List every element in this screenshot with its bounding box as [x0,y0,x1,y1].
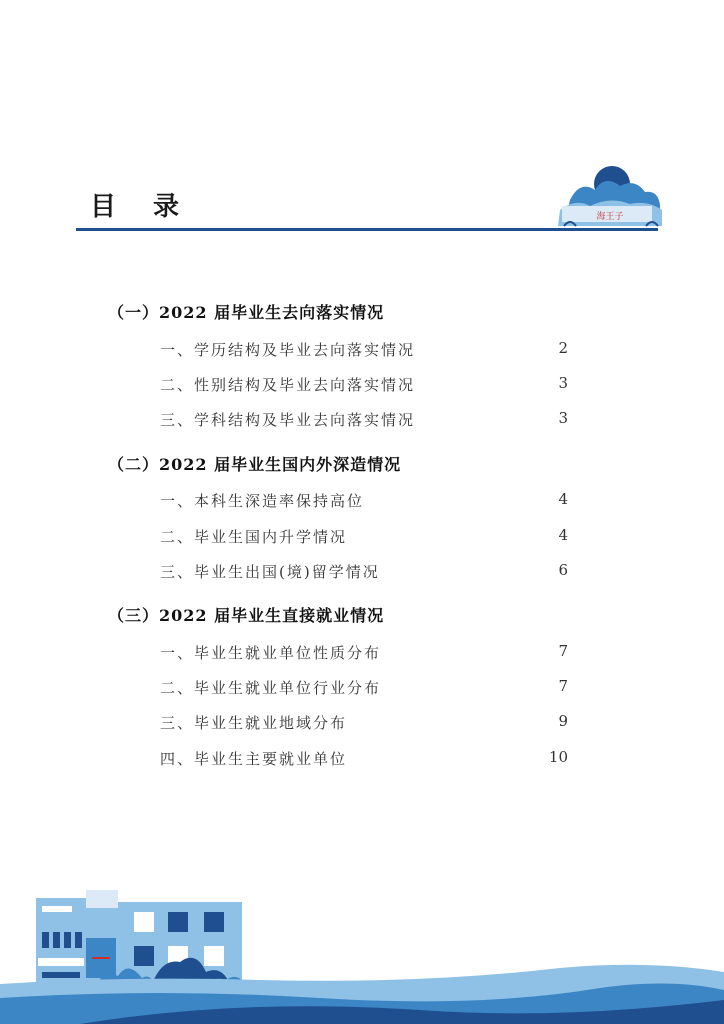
toc-entry[interactable] [160,677,570,699]
section-heading-1: （一）2022 届毕业生去向落实情况 [108,303,385,322]
stamp-text: 海王子 [596,212,624,222]
toc-entry-page: 10 [548,748,568,766]
toc-entry[interactable] [160,748,570,770]
toc-entry-label: 二、毕业生就业单位行业分布 [160,679,382,697]
toc-entry-label: 一、毕业生就业单位性质分布 [160,644,382,662]
toc-entry-label: 二、毕业生国内升学情况 [160,528,348,546]
toc-entry-label: 四、毕业生主要就业单位 [160,750,348,768]
toc-entry[interactable] [160,526,570,548]
toc-entry-page: 4 [558,526,568,544]
toc-entry-page: 7 [558,642,568,660]
toc-entry-label: 一、学历结构及毕业去向落实情况 [160,341,416,359]
toc-entry[interactable] [160,642,570,664]
toc-entry[interactable] [160,490,570,512]
toc-entry-label: 三、学科结构及毕业去向落实情况 [160,411,416,429]
toc-entry[interactable] [160,561,570,583]
campus-illustration-icon [550,160,665,230]
toc-entry[interactable] [160,374,570,396]
toc-entry-page: 2 [558,339,568,357]
toc-entry-page: 6 [558,561,568,579]
title-divider [76,228,658,231]
toc-entry-label: 二、性别结构及毕业去向落实情况 [160,376,416,394]
page-title: 目 录 [90,192,194,222]
section-heading-2: （二）2022 届毕业生国内外深造情况 [108,455,402,474]
toc-entry-label: 三、毕业生出国(境)留学情况 [160,563,380,581]
footer-campus-wave-illustration-icon [0,880,724,1024]
section-heading-3: （三）2022 届毕业生直接就业情况 [108,606,385,625]
toc-entry-page: 3 [558,409,568,427]
toc-entry-page: 3 [558,374,568,392]
toc-entry[interactable] [160,409,570,431]
toc-entry-label: 三、毕业生就业地域分布 [160,714,348,732]
toc-entry-page: 7 [558,677,568,695]
toc-entry-page: 4 [558,490,568,508]
toc-entry[interactable] [160,339,570,361]
toc-entry-label: 一、本科生深造率保持高位 [160,492,365,510]
toc-entry-page: 9 [558,712,568,730]
toc-entry[interactable] [160,712,570,734]
